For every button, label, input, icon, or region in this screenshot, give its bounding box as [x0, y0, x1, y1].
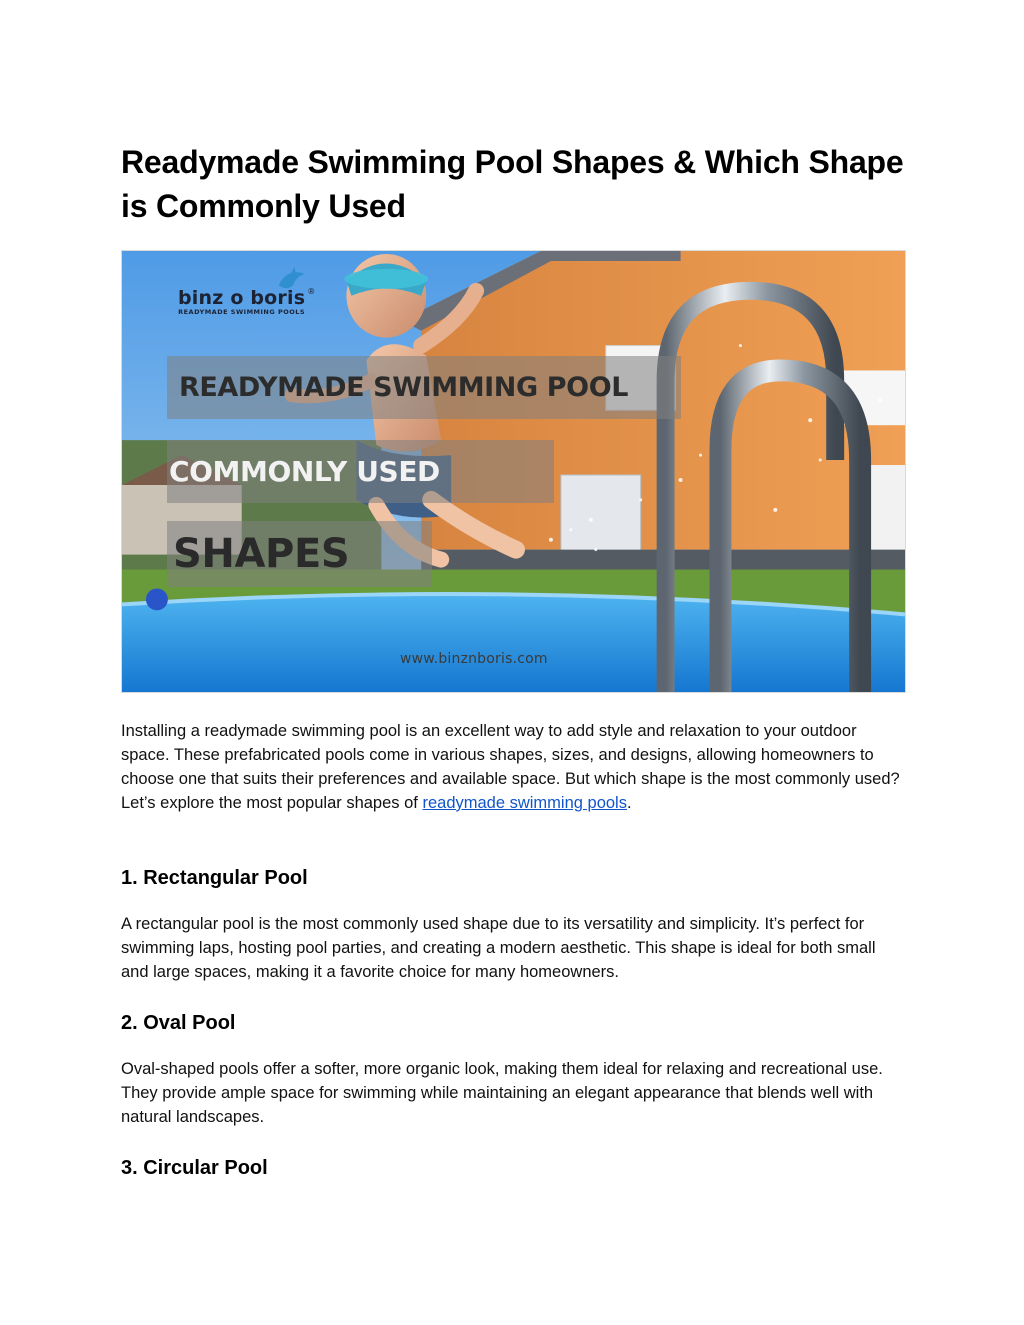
readymade-pools-link[interactable]: readymade swimming pools [422, 794, 627, 812]
registered-mark: ® [307, 287, 316, 296]
section-heading-oval: 2. Oval Pool [121, 1012, 236, 1034]
image-caption-band-1: READYMADE SWIMMING POOL [167, 356, 681, 419]
brand-tagline: READYMADE SWIMMING POOLS [178, 308, 306, 316]
hero-image [121, 250, 906, 693]
image-caption-band-3: SHAPES [167, 521, 432, 587]
intro-text-end: . [626, 794, 632, 812]
section-body-rectangular: A rectangular pool is the most commonly used shape due to its versatility and simplicity. It’s perfect for swimming laps, hosting pool parties, and creating a modern aesthetic. This shape is ideal for both small and large spaces, making it a favorite choice for many homeowners. [121, 915, 876, 981]
article-title: Readymade Swimming Pool Shapes & Which Shape is Commonly Used [121, 144, 904, 224]
intro-text: Installing a readymade swimming pool is an excellent way to add style and relaxation to your outdoor space. These prefabricated pools come in various shapes, sizes, and designs, allowing homeowners to choose one that suits their preferences and available space. But which shape is the most commonly used? Let’s explore the most popular shapes of [121, 722, 900, 812]
section-body-oval: Oval-shaped pools offer a softer, more organic look, making them ideal for relaxing and recreational use. They provide ample space for swimming while maintaining an elegant appearance that blends well with natural landscapes. [121, 1060, 883, 1126]
intro-paragraph [121, 719, 901, 815]
brand-logo [178, 287, 316, 316]
image-website-text: www.binznboris.com [400, 651, 548, 667]
shark-logo-icon [228, 265, 355, 294]
section-heading-circular: 3. Circular Pool [121, 1157, 268, 1179]
section-heading-rectangular: 1. Rectangular Pool [121, 867, 308, 889]
image-caption-band-2: COMMONLY USED [167, 440, 554, 503]
brand-name: binz o boris [178, 287, 306, 309]
